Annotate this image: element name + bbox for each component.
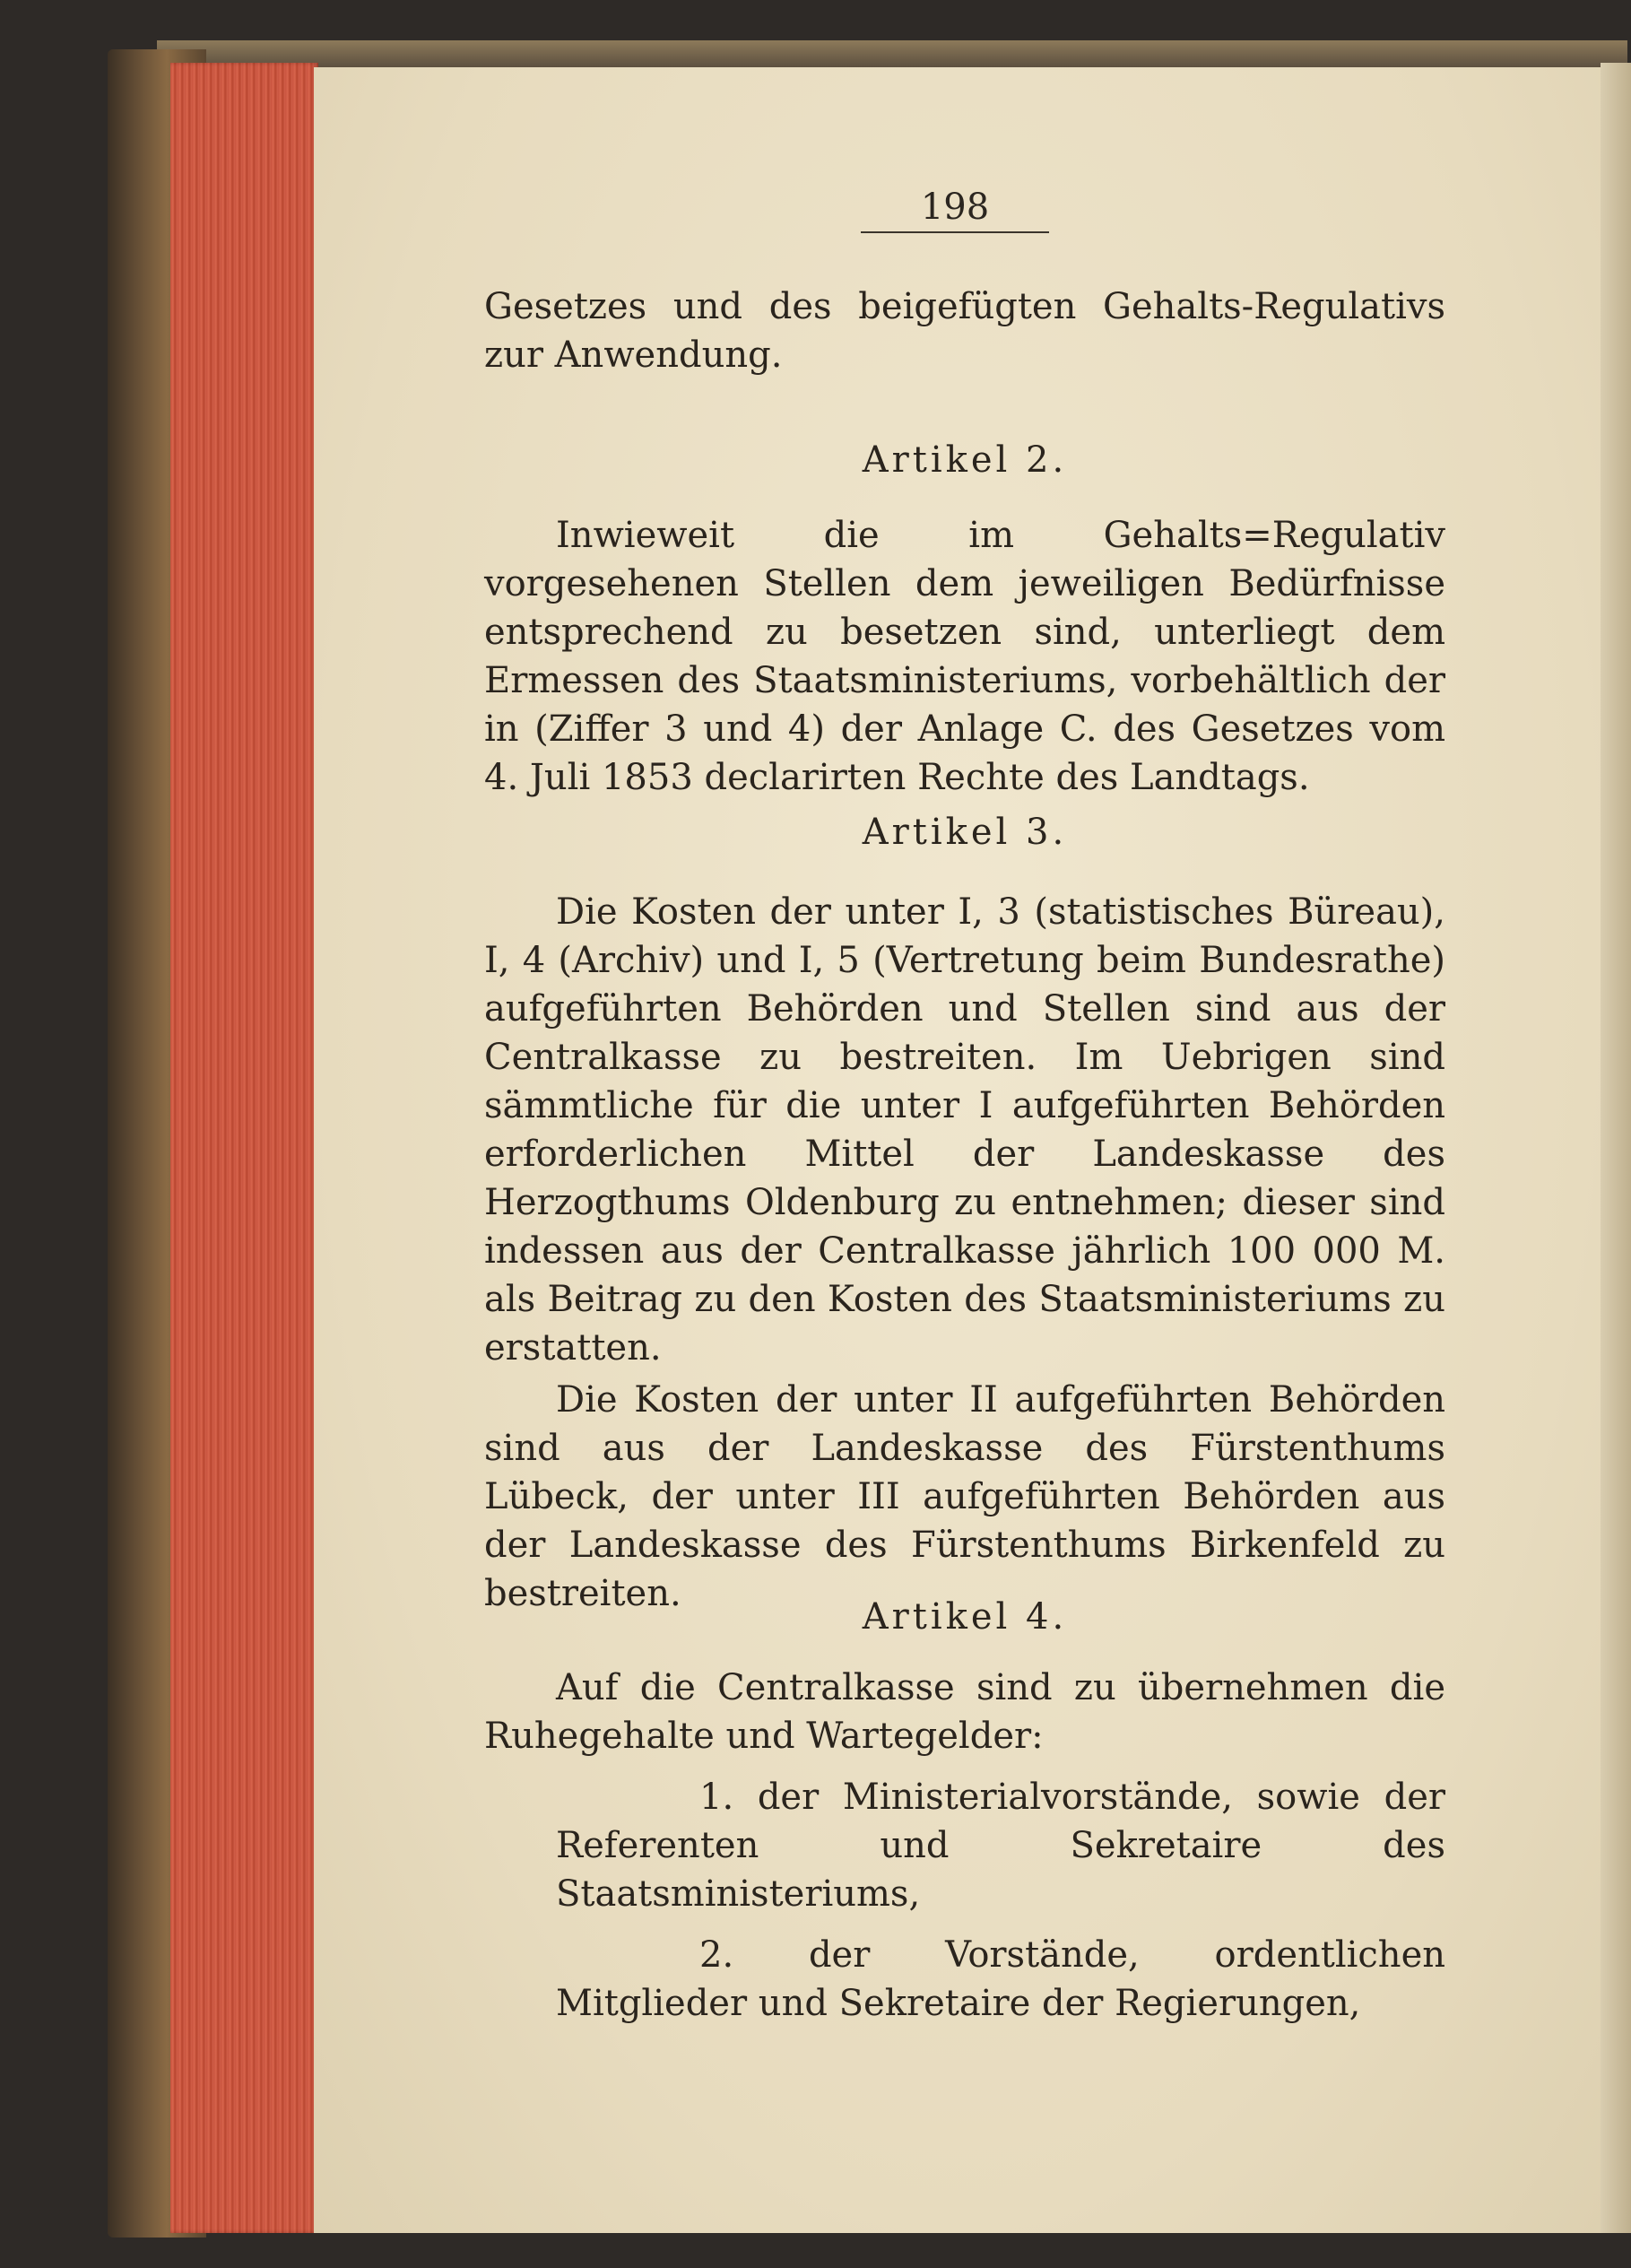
article-4-item-2 (484, 1931, 1445, 2028)
article-4-heading: Artikel 4. (862, 1596, 1068, 1638)
intro-paragraph (484, 282, 1445, 379)
article-3-heading: Artikel 3. (862, 812, 1068, 853)
article-3-paragraph-2: Die Kosten der unter II aufgeführten Behörden sind aus der Landeskasse des Fürstenthums Lübeck, der unter III aufgeführten Behörden aus der Landeskasse des Fürstenthums Birkenfeld zu bestreiten. (484, 1379, 1445, 1614)
article-2-text: Inwieweit die im Gehalts=Regulativ vorgesehenen Stellen dem jeweiligen Bedürfnisse entsprechend zu besetzen sind, unterliegt dem Ermessen des Staatsministeriums, vorbehältlich der in (Ziffer 3 und 4) der Anlage C. des Gesetzes vom 4. Juli 1853 declarirten Rechte des Landtags. (484, 515, 1445, 798)
intro-text: Gesetzes und des beigefügten Gehalts-Regulativs zur Anwendung. (484, 286, 1445, 376)
article-4-item-1 (484, 1773, 1445, 1918)
article-3-paragraph-1: Die Kosten der unter I, 3 (statistisches Büreau), I, 4 (Archiv) und I, 5 (Vertretung beim Bundesrathe) aufgeführten Behörden und Stellen sind aus der Centralkasse zu bestreiten. Im Uebrigen sind sämmtliche für die unter I aufgeführten Behörden erforderlichen Mittel der Landeskasse des Herzogthums Oldenburg zu entnehmen; dieser sind indessen aus der Centralkasse jährlich 100 000 M. als Beitrag zu den Kosten des Staatsministeriums zu erstatten. (484, 891, 1445, 1369)
article-4-paragraph-1: Auf die Centralkasse sind zu übernehmen die Ruhegehalte und Wartegelder: (484, 1667, 1445, 1757)
next-page-edge (1601, 63, 1631, 2233)
item-1-text: der Ministerialvorstände, sowie der Referenten und Sekretaire des Staatsministeriums, (556, 1777, 1446, 1915)
book-cover-top (157, 40, 1627, 67)
item-1-number: 1. (699, 1777, 734, 1818)
article-3-body (484, 888, 1445, 1618)
article-2-body (484, 511, 1445, 802)
page-edges-red (170, 63, 318, 2233)
item-2-number: 2. (699, 1934, 734, 1976)
item-2-text: der Vorstände, ordentlichen Mitglieder und Sekretaire der Regierungen, (556, 1934, 1446, 2024)
article-2-heading: Artikel 2. (862, 439, 1068, 481)
page-number: 198 (861, 187, 1049, 233)
article-4-body (484, 1664, 1445, 2028)
